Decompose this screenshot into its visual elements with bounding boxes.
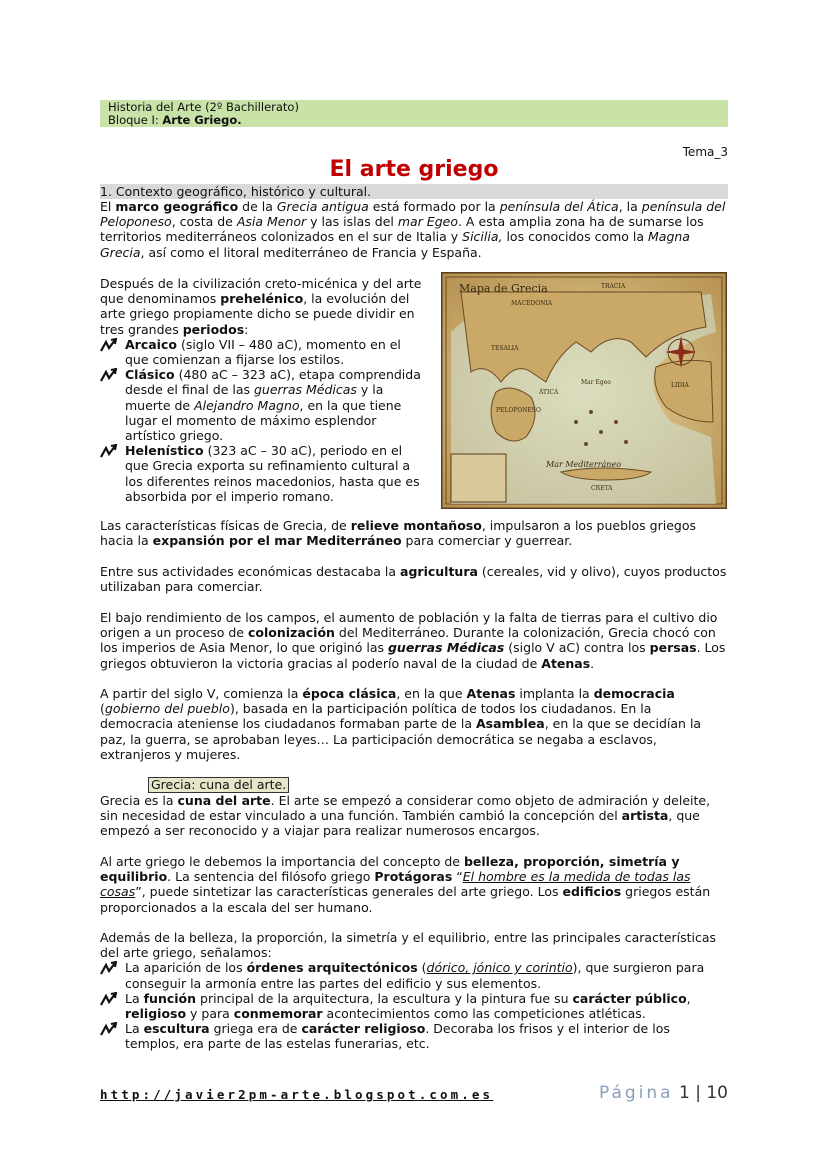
svg-text:LIDIA: LIDIA bbox=[671, 382, 689, 389]
subheading-row bbox=[100, 777, 728, 793]
arrow-bullet-icon bbox=[100, 444, 118, 458]
features-list bbox=[100, 960, 728, 1051]
periods-list bbox=[100, 337, 425, 504]
section-heading: 1. Contexto geográfico, histórico y cultural. bbox=[100, 184, 728, 199]
paragraph-relief: Las características físicas de Grecia, de relieve montañoso, impulsaron a los pueblos griegos hacia la expansión por el mar Mediterráneo para comerciar y guerrear. bbox=[100, 518, 696, 549]
paragraph-geography: El marco geográfico de la Grecia antigua está formado por la península del Ática, la península del Peloponeso, costa de Asia Menor y las islas del mar Egeo. A esta amplia zona ha de sumarse los territorios mediterráneos colonizados en el sur de Italia y Sicilia, los conocidos como la Magna Grecia, así como el litoral mediterráneo de Francia y España. bbox=[100, 199, 726, 260]
svg-text:ÁTICA: ÁTICA bbox=[539, 389, 559, 396]
svg-text:TESALIA: TESALIA bbox=[491, 345, 519, 352]
subheading: Grecia: cuna del arte. bbox=[148, 777, 289, 793]
svg-text:CRETA: CRETA bbox=[591, 485, 613, 492]
list-item: La función principal de la arquitectura, la escultura y la pintura fue su carácter público, religioso y para conmemorar acontecimientos como las competiciones atléticas. bbox=[100, 991, 728, 1021]
header-course: Historia del Arte (2º Bachillerato) bbox=[108, 100, 299, 114]
svg-text:Mar Egeo: Mar Egeo bbox=[581, 379, 611, 386]
periods-column bbox=[100, 276, 425, 504]
paragraph-beauty: Al arte griego le debemos la importancia del concepto de belleza, proporción, simetría y equilibrio. La sentencia del filósofo griego Protágoras “El hombre es la medida de todas las cosas”, puede sintetizar las características generales del arte griego. Los edificios griegos están proporcionados a la escala del ser humano. bbox=[100, 854, 711, 915]
list-item: Clásico (480 aC – 323 aC), etapa comprendida desde el final de las guerras Médicas y la muerte de Alejandro Magno, en la que tiene lugar el momento de máximo esplendor artístico griego. bbox=[100, 367, 425, 443]
paragraph-cradle: Grecia es la cuna del arte. El arte se empezó a considerar como objeto de admiración y deleite, sin necesidad de estar vinculado a una función. También cambió la concepción del artista, que empezó a ser reconocido y a viajar para realizar numerosos encargos. bbox=[100, 793, 711, 839]
features-block bbox=[100, 930, 728, 1052]
arrow-bullet-icon bbox=[100, 338, 118, 352]
svg-text:PELOPONESO: PELOPONESO bbox=[496, 407, 541, 414]
svg-text:Mar Mediterráneo: Mar Mediterráneo bbox=[546, 460, 622, 469]
document-header bbox=[100, 100, 728, 127]
topic-number: Tema_3 bbox=[682, 145, 728, 159]
arrow-bullet-icon bbox=[100, 1022, 118, 1036]
page-footer bbox=[100, 1085, 728, 1105]
page-number: Página 1 | 10 bbox=[598, 1083, 728, 1103]
paragraph-features-intro: Además de la belleza, la proporción, la simetría y el equilibrio, entre las principales características del arte griego, señalamos: bbox=[100, 930, 717, 961]
list-item: Helenístico (323 aC – 30 aC), periodo en el que Grecia exporta su refinamiento cultural a los diferentes reinos macedonios, hasta que es absorbida por el imperio romano. bbox=[100, 443, 425, 504]
paragraph-economy: Entre sus actividades económicas destacaba la agricultura (cereales, vid y olivo), cuyos productos utilizaban para comerciar. bbox=[100, 564, 727, 595]
svg-text:TRACIA: TRACIA bbox=[601, 283, 626, 290]
arrow-bullet-icon bbox=[100, 368, 118, 382]
list-item: La aparición de los órdenes arquitectónicos (dórico, jónico y corintio), que surgieron para conseguir la armonía entre las partes del edificio y sus elementos. bbox=[100, 960, 728, 990]
blog-link[interactable]: http://javier2pm-arte.blogspot.com.es bbox=[100, 1087, 494, 1102]
arrow-bullet-icon bbox=[100, 961, 118, 975]
paragraph-periods-intro: Después de la civilización creto-micénica y del arte que denominamos prehelénico, la evolución del arte griego propiamente dicho se puede dividir en tres grandes periodos: bbox=[100, 276, 422, 337]
svg-text:MACEDONIA: MACEDONIA bbox=[511, 300, 553, 307]
paragraph-colonization: El bajo rendimiento de los campos, el aumento de población y la falta de tierras para el cultivo dio origen a un proceso de colonización del Mediterráneo. Durante la colonización, Grecia chocó con los imperios de Asia Menor, lo que originó las guerras Médicas (siglo V aC) contra los persas. Los griegos obtuvieron la victoria gracias al poderío naval de la ciudad de Atenas. bbox=[100, 610, 726, 671]
header-block: Bloque I: Arte Griego. bbox=[108, 113, 242, 127]
page-title: El arte griego bbox=[329, 157, 499, 182]
arrow-bullet-icon bbox=[100, 992, 118, 1006]
map-title: Mapa de Grecia bbox=[459, 282, 548, 295]
list-item: La escultura griega era de carácter religioso. Decoraba los frisos y el interior de los templos, era parte de las estelas funerarias, etc. bbox=[100, 1021, 728, 1051]
greece-map-image bbox=[441, 272, 727, 509]
list-item: Arcaico (siglo VII – 480 aC), momento en el que comienzan a fijarse los estilos. bbox=[100, 337, 425, 367]
paragraph-democracy: A partir del siglo V, comienza la época clásica, en la que Atenas implanta la democracia (gobierno del pueblo), basada en la participación política de todos los ciudadanos. En la democracia ateniense los ciudadanos formaban parte de la Asamblea, en la que se decidían la paz, la guerra, se aprobaban leyes… La participación democrática se negaba a esclavos, extranjeros y mujeres. bbox=[100, 686, 702, 762]
